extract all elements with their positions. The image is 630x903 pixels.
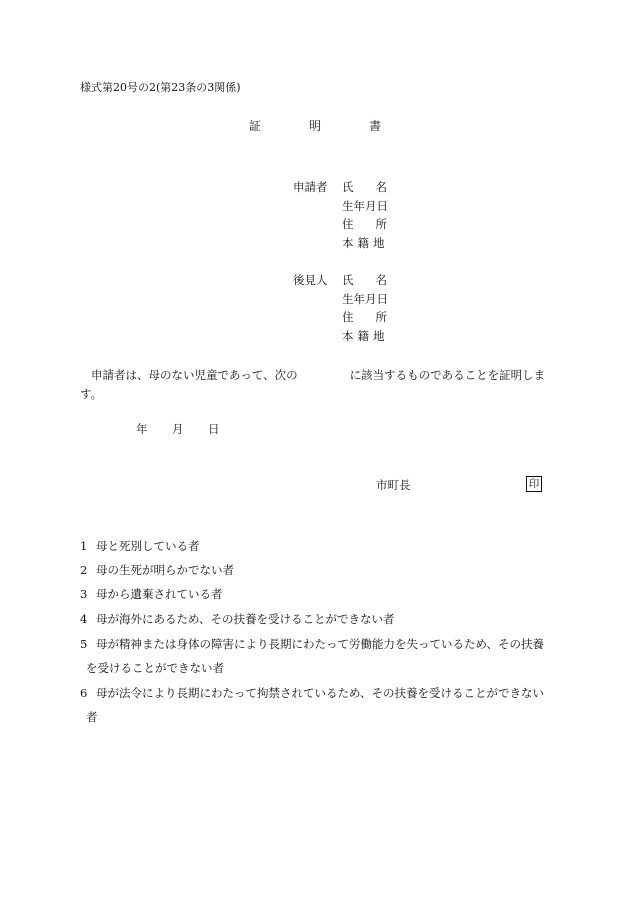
form-number: 様式第20号の2(第23条の3関係) bbox=[80, 81, 241, 94]
item-text: 母が精神または身体の障害により長期にわたって労働能力を失っているため、その扶養 bbox=[96, 637, 545, 651]
item-text: 母の生死が明らかでない者 bbox=[96, 563, 234, 577]
applicant-domicile-field: 本籍地 bbox=[342, 236, 389, 250]
list-item bbox=[80, 681, 560, 729]
item-number: 6 bbox=[80, 686, 88, 700]
seal-mark: 印 bbox=[526, 476, 542, 492]
applicant-name-field: 氏名 bbox=[342, 180, 409, 194]
guardian-domicile-field: 本籍地 bbox=[342, 329, 389, 343]
guardian-label: 後見人 bbox=[293, 273, 328, 287]
guardian-name-field: 氏名 bbox=[342, 273, 409, 287]
title-char: 書 bbox=[369, 119, 382, 133]
item-text: 母と死別している者 bbox=[96, 539, 200, 553]
title-char: 明 bbox=[309, 119, 322, 133]
date-year-label: 年 bbox=[136, 422, 148, 436]
item-text-continued: 者 bbox=[86, 710, 98, 724]
date-day-label: 日 bbox=[208, 422, 220, 436]
list-item bbox=[80, 582, 560, 606]
applicant-address-field: 住所 bbox=[342, 217, 409, 231]
date-month-label: 月 bbox=[172, 422, 184, 436]
title-char: 証 bbox=[249, 119, 262, 133]
applicant-birthdate-field: 生年月日 bbox=[342, 199, 388, 213]
item-text: 母が海外にあるため、その扶養を受けることができない者 bbox=[96, 612, 395, 626]
item-text: 母から遺棄されている者 bbox=[96, 587, 223, 601]
date-line bbox=[136, 424, 220, 436]
statement-part: に該当するものであることを証明します。 bbox=[80, 368, 546, 401]
document-title bbox=[249, 120, 381, 132]
list-item bbox=[80, 558, 560, 582]
mayor-label: 市町長 bbox=[376, 478, 411, 492]
item-number: 5 bbox=[80, 637, 88, 651]
guardian-birthdate-field: 生年月日 bbox=[342, 292, 388, 306]
item-text-continued: を受けることができない者 bbox=[86, 661, 224, 675]
guardian-address-field: 住所 bbox=[342, 310, 409, 324]
list-item bbox=[80, 632, 560, 680]
item-number: 3 bbox=[80, 587, 88, 601]
item-number: 2 bbox=[80, 563, 88, 577]
list-item bbox=[80, 607, 560, 631]
certification-statement bbox=[80, 366, 555, 404]
item-number: 1 bbox=[80, 539, 88, 553]
statement-part: 申請者は、母のない児童であって、次の bbox=[91, 368, 298, 382]
list-item bbox=[80, 534, 560, 558]
item-number: 4 bbox=[80, 612, 88, 626]
applicant-label: 申請者 bbox=[293, 180, 328, 194]
item-text: 母が法令により長期にわたって拘禁されているため、その扶養を受けることができない bbox=[96, 686, 545, 700]
